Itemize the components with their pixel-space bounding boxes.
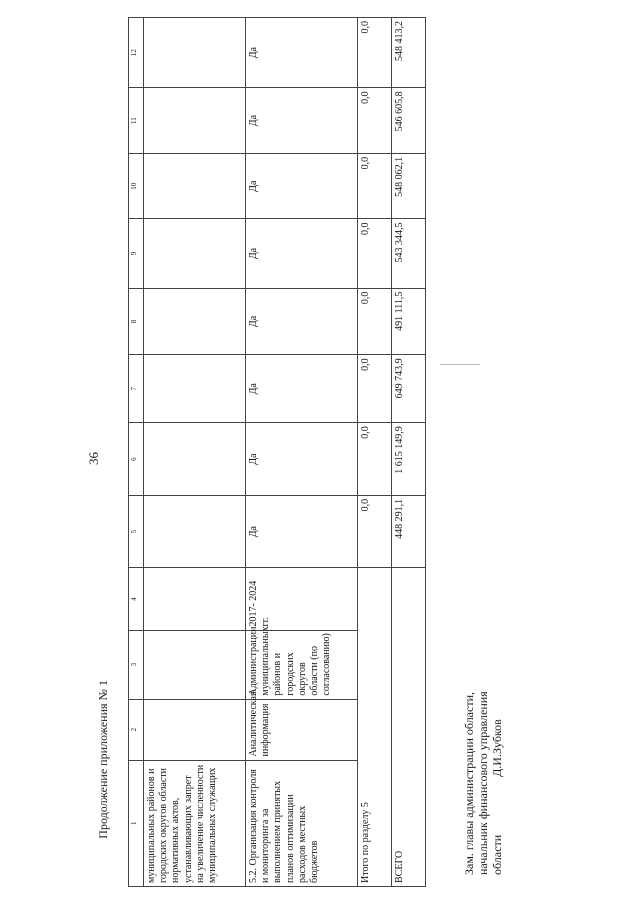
value-cell: Да bbox=[246, 495, 358, 568]
value-cell bbox=[144, 153, 246, 219]
scan-artifact bbox=[440, 364, 480, 365]
result-form-cell: Аналитическая информация bbox=[246, 699, 358, 760]
table-row-5-2 bbox=[246, 18, 358, 887]
table-row-vsego bbox=[392, 18, 426, 887]
value-cell: Да bbox=[246, 423, 358, 496]
signature-region: области bbox=[490, 834, 504, 875]
value-cell: 0,0 bbox=[358, 495, 392, 568]
header-cell: 5 bbox=[129, 495, 144, 568]
table-row-continued bbox=[144, 18, 246, 887]
header-row bbox=[129, 18, 144, 887]
value-cell: 548 413,2 bbox=[392, 18, 426, 88]
header-cell: 2 bbox=[129, 699, 144, 760]
value-cell: 0,0 bbox=[358, 153, 392, 219]
value-cell: 0,0 bbox=[358, 219, 392, 288]
executor-cell bbox=[144, 630, 246, 699]
table-row-itogo bbox=[358, 18, 392, 887]
header-cell: 9 bbox=[129, 219, 144, 288]
header-cell: 4 bbox=[129, 568, 144, 630]
value-cell bbox=[144, 423, 246, 496]
value-cell bbox=[144, 219, 246, 288]
value-cell: 448 291,1 bbox=[392, 495, 426, 568]
value-cell: 491 111,5 bbox=[392, 288, 426, 355]
signature-line: начальник финансового управления bbox=[476, 691, 490, 875]
signature-block bbox=[462, 691, 504, 875]
header-cell: 7 bbox=[129, 355, 144, 423]
value-cell: 649 743,9 bbox=[392, 355, 426, 423]
period-cell: 2017- 2024 гг. bbox=[246, 568, 358, 630]
header-cell: 11 bbox=[129, 88, 144, 154]
value-cell: Да bbox=[246, 88, 358, 154]
value-cell: 0,0 bbox=[358, 423, 392, 496]
budget-table bbox=[128, 17, 426, 887]
continuation-label: Продолжение приложения № 1 bbox=[96, 680, 110, 839]
header-cell: 1 bbox=[129, 760, 144, 886]
result-form-cell bbox=[144, 699, 246, 760]
value-cell: 1 615 149,9 bbox=[392, 423, 426, 496]
header-cell: 6 bbox=[129, 423, 144, 496]
measure-text: муниципальных районов и городских округов области нормативных актов, устанавливающих запрет на увеличение численности муниципальных служащих bbox=[144, 760, 246, 886]
value-cell: 0,0 bbox=[358, 18, 392, 88]
value-cell: Да bbox=[246, 219, 358, 288]
value-cell: 546 605,8 bbox=[392, 88, 426, 154]
executor-cell: Администрации муниципальных районов и городских округов области (по согласованию) bbox=[246, 630, 358, 699]
value-cell: Да bbox=[246, 153, 358, 219]
value-cell: Да bbox=[246, 288, 358, 355]
value-cell: 0,0 bbox=[358, 355, 392, 423]
value-cell: Да bbox=[246, 355, 358, 423]
header-cell: 10 bbox=[129, 153, 144, 219]
value-cell bbox=[144, 495, 246, 568]
value-cell bbox=[144, 288, 246, 355]
measure-text: 5.2. Организация контроля и мониторинга за выполнением принятых планов оптимизации расходов местных бюджетов bbox=[246, 760, 358, 886]
value-cell bbox=[144, 355, 246, 423]
header-cell: 3 bbox=[129, 630, 144, 699]
value-cell: 0,0 bbox=[358, 288, 392, 355]
header-cell: 8 bbox=[129, 288, 144, 355]
value-cell bbox=[144, 18, 246, 88]
value-cell bbox=[144, 88, 246, 154]
value-cell: 543 344,5 bbox=[392, 219, 426, 288]
page-number: 36 bbox=[86, 452, 101, 465]
subtotal-label: Итого по разделу 5 bbox=[358, 568, 392, 887]
signature-line: Зам. главы администрации области, bbox=[462, 692, 476, 875]
value-cell: Да bbox=[246, 18, 358, 88]
value-cell: 0,0 bbox=[358, 88, 392, 154]
period-cell bbox=[144, 568, 246, 630]
total-label: ВСЕГО bbox=[392, 568, 426, 887]
signature-line bbox=[490, 691, 504, 875]
header-cell: 12 bbox=[129, 18, 144, 88]
value-cell: 548 062,1 bbox=[392, 153, 426, 219]
signatory-name: Д.И.Зубков bbox=[490, 719, 504, 777]
